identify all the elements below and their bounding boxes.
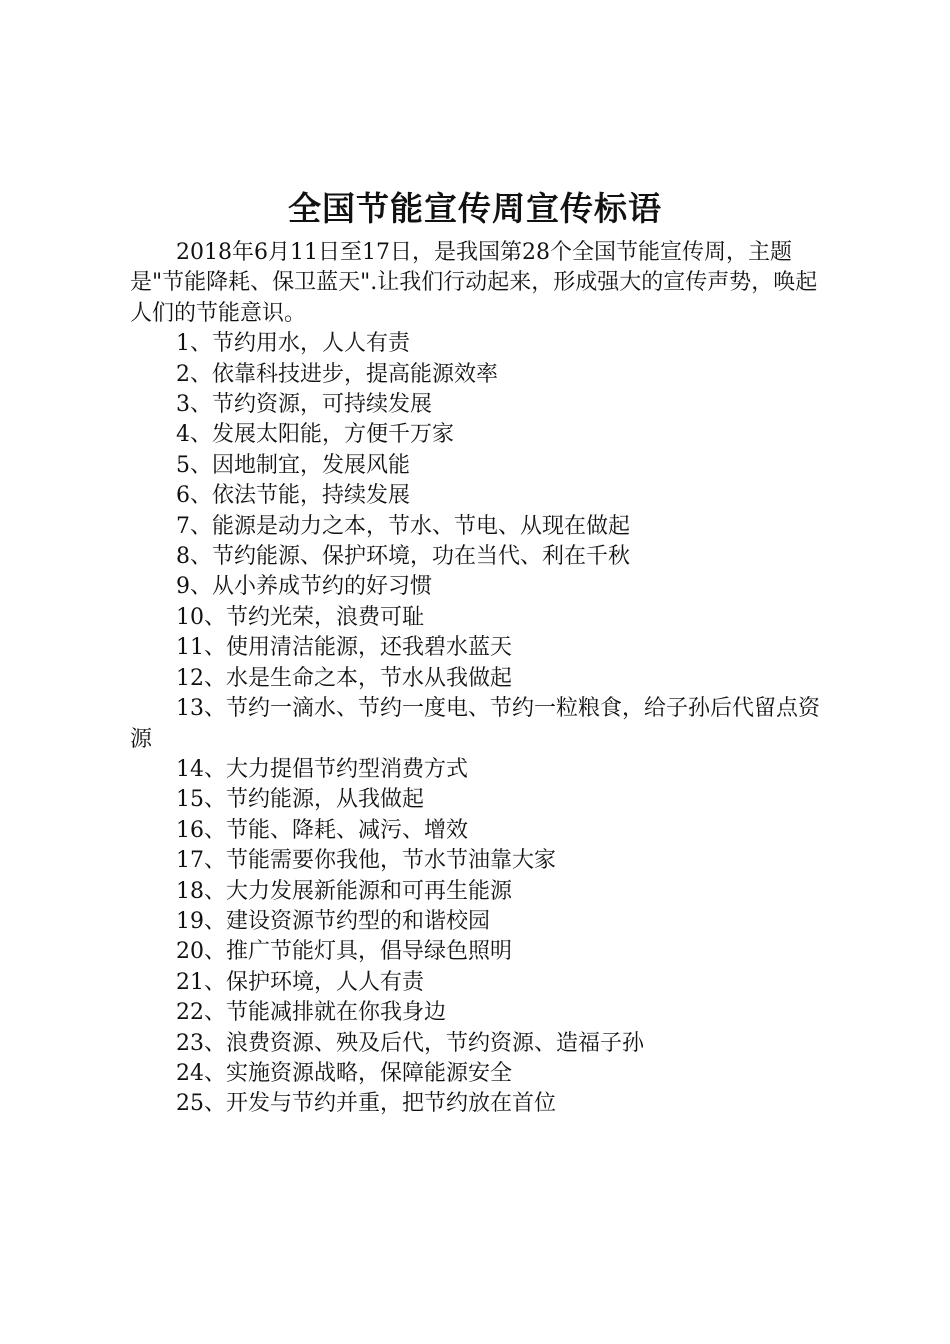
slogan-item: 20、推广节能灯具，倡导绿色照明	[176, 939, 512, 965]
slogan-item: 14、大力提倡节约型消费方式	[176, 756, 468, 782]
slogan-item: 4、发展太阳能，方便千万家	[176, 422, 454, 448]
slogan-item: 11、使用清洁能源，还我碧水蓝天	[176, 635, 512, 661]
slogan-list	[130, 329, 830, 1120]
slogan-item: 6、依法节能，持续发展	[176, 483, 410, 509]
slogan-item: 8、节约能源、保护环境，功在当代、利在千秋	[176, 544, 630, 570]
slogan-item: 2、依靠科技进步，提高能源效率	[176, 361, 498, 387]
slogan-item: 9、从小养成节约的好习惯	[176, 574, 432, 600]
slogan-item: 13、节约一滴水、节约一度电、节约一粒粮食，给子孙后代留点资源	[130, 696, 820, 752]
document-body	[130, 238, 830, 1120]
slogan-item: 3、节约资源，可持续发展	[176, 392, 432, 418]
slogan-item: 17、节能需要你我他，节水节油靠大家	[176, 848, 556, 874]
slogan-item: 7、能源是动力之本，节水、节电、从现在做起	[176, 513, 630, 539]
slogan-item: 25、开发与节约并重，把节约放在首位	[176, 1091, 556, 1117]
slogan-item: 19、建设资源节约型的和谐校园	[176, 908, 490, 934]
slogan-item: 22、节能减排就在你我身边	[176, 1000, 446, 1026]
slogan-item: 12、水是生命之本，节水从我做起	[176, 665, 512, 691]
slogan-item: 16、节能、降耗、减污、增效	[176, 817, 468, 843]
document-title: 全国节能宣传周宣传标语	[288, 189, 662, 228]
slogan-item: 10、节约光荣，浪费可耻	[176, 604, 424, 630]
slogan-item: 1、节约用水，人人有责	[176, 331, 410, 357]
slogan-item: 21、保护环境，人人有责	[176, 969, 424, 995]
slogan-item: 24、实施资源战略，保障能源安全	[176, 1060, 512, 1086]
slogan-item: 15、节约能源，从我做起	[176, 787, 424, 813]
slogan-item: 23、浪费资源、殃及后代，节约资源、造福子孙	[176, 1030, 644, 1056]
intro-paragraph: 2018年6月11日至17日，是我国第28个全国节能宣传周，主题是"节能降耗、保卫蓝天".让我们行动起来，形成强大的宣传声势，唤起人们的节能意识。	[130, 240, 818, 326]
slogan-item: 5、因地制宜，发展风能	[176, 452, 410, 478]
slogan-item: 18、大力发展新能源和可再生能源	[176, 878, 512, 904]
